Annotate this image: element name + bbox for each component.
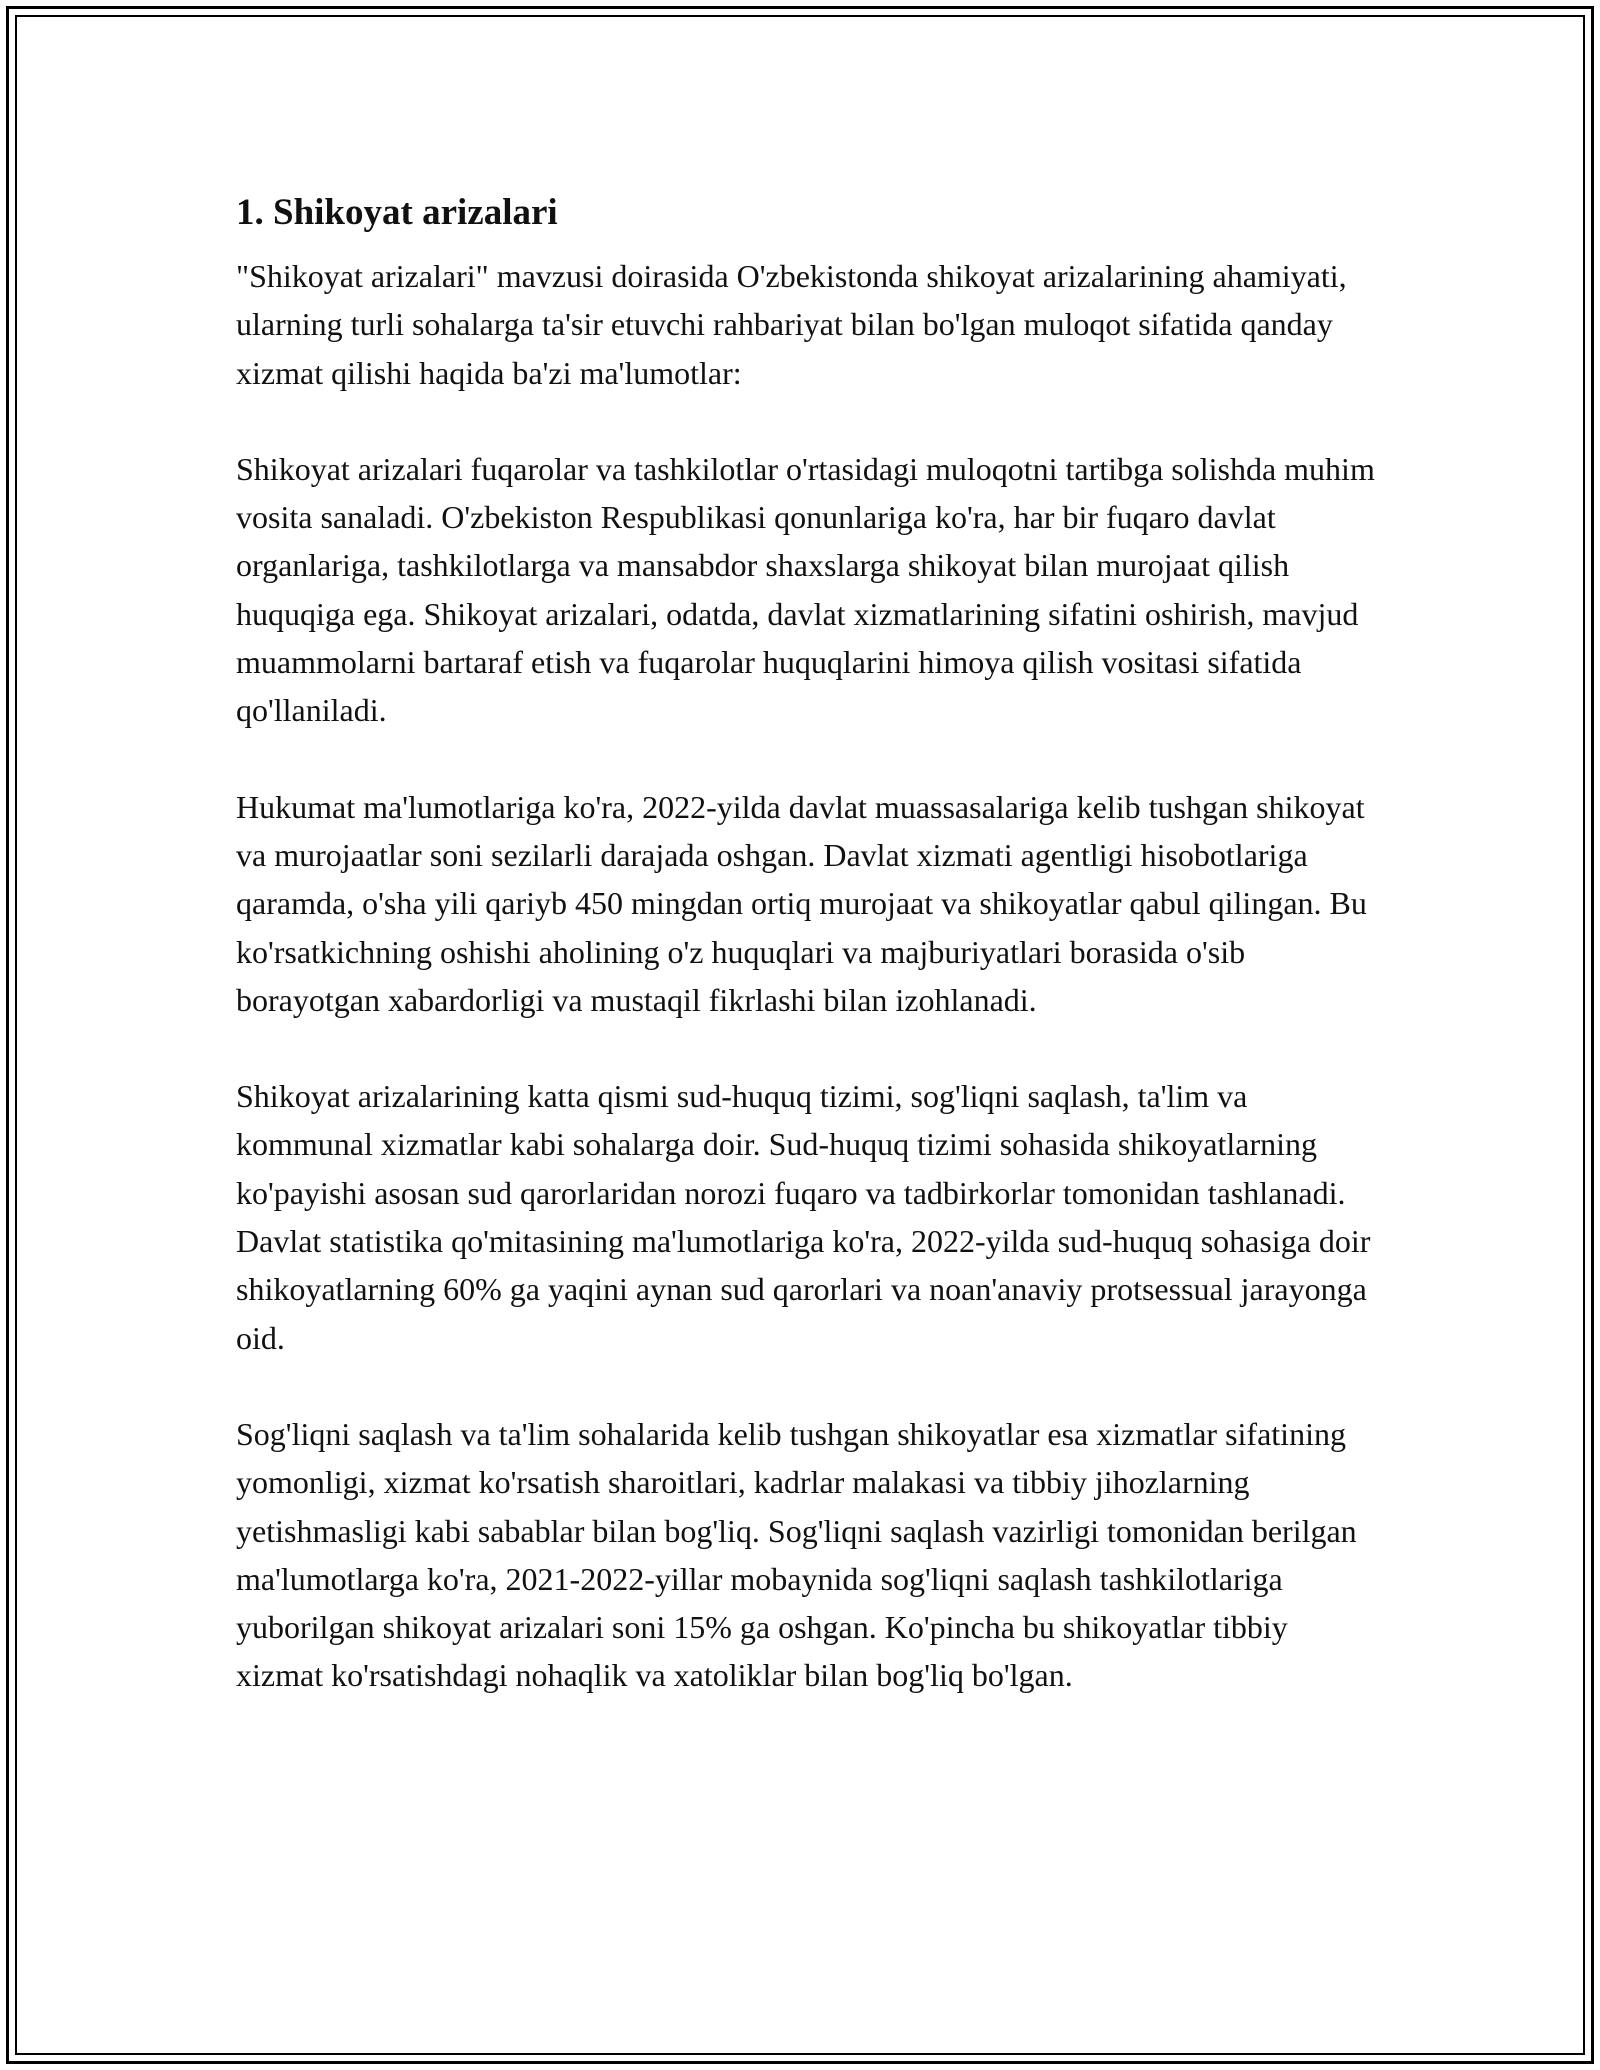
- paragraph-statistics-2022: Hukumat ma'lumotlariga ko'ra, 2022-yilda davlat muassasalariga kelib tushgan shikoyat va murojaatlar soni sezilarli darajada oshgan. Davlat xizmati agentligi hisobotlariga qaramda, o'sha yili qariyb 450 mingdan ortiq murojaat va shikoyatlar qabul qilingan. Bu ko'rsatkichning oshishi aholining o'z huquqlari va majburiyatlari borasida o'sib borayotgan xabardorligi va mustaqil fikrlashi bilan izohlanadi.: [236, 788, 1367, 1018]
- paragraph-importance: Shikoyat arizalari fuqarolar va tashkilotlar o'rtasidagi muloqotni tartibga solishda muhim vosita sanaladi. O'zbekiston Respublikasi qonunlariga ko'ra, har bir fuqaro davlat organlariga, tashkilotlarga va mansabdor shaxslarga shikoyat bilan murojaat qilish huquqiga ega. Shikoyat arizalari, odatda, davlat xizmatlarining sifatini oshirish, mavjud muammolarni bartaraf etish va fuqarolar huquqlarini himoya qilish vositasi sifatida qo'llaniladi.: [236, 450, 1375, 729]
- paragraph-health-education: Sog'liqni saqlash va ta'lim sohalarida kelib tushgan shikoyatlar esa xizmatlar sifatining yomonligi, xizmat ko'rsatish sharoitlari, kadrlar malakasi va tibbiy jihozlarning yetishmasligi kabi sabablar bilan bog'liq. Sog'liqni saqlash vazirligi tomonidan berilgan ma'lumotlarga ko'ra, 2021-2022-yillar mobaynida sog'liqni saqlash tashkilotlariga yuborilgan shikoyat arizalari soni 15% ga oshgan. Ko'pincha bu shikoyatlar tibbiy xizmat ko'rsatishdagi nohaqlik va xatoliklar bilan bog'liq bo'lgan.: [236, 1415, 1357, 1694]
- document-body: [236, 186, 1376, 1748]
- section-heading: 1. Shikoyat arizalari: [236, 192, 558, 233]
- paragraph-judicial-complaints: Shikoyat arizalarining katta qismi sud-huquq tizimi, sog'liqni saqlash, ta'lim va kommunal xizmatlar kabi sohalarga doir. Sud-huquq tizimi sohasida shikoyatlarning ko'payishi asosan sud qarorlaridan norozi fuqaro va tadbirkorlar tomonidan tashlanadi. Davlat statistika qo'mitasining ma'lumotlariga ko'ra, 2022-yilda sud-huquq sohasiga doir shikoyatlarning 60% ga yaqini aynan sud qarorlari va noan'anaviy protsessual jarayonga oid.: [236, 1078, 1371, 1356]
- paragraph-intro: "Shikoyat arizalari" mavzusi doirasida O'zbekistonda shikoyat arizalarining ahamiyati, ularning turli sohalarga ta'sir etuvchi rahbariyat bilan bo'lgan muloqot sifatida qanday xizmat qilishi haqida ba'zi ma'lumotlar:: [236, 258, 1347, 391]
